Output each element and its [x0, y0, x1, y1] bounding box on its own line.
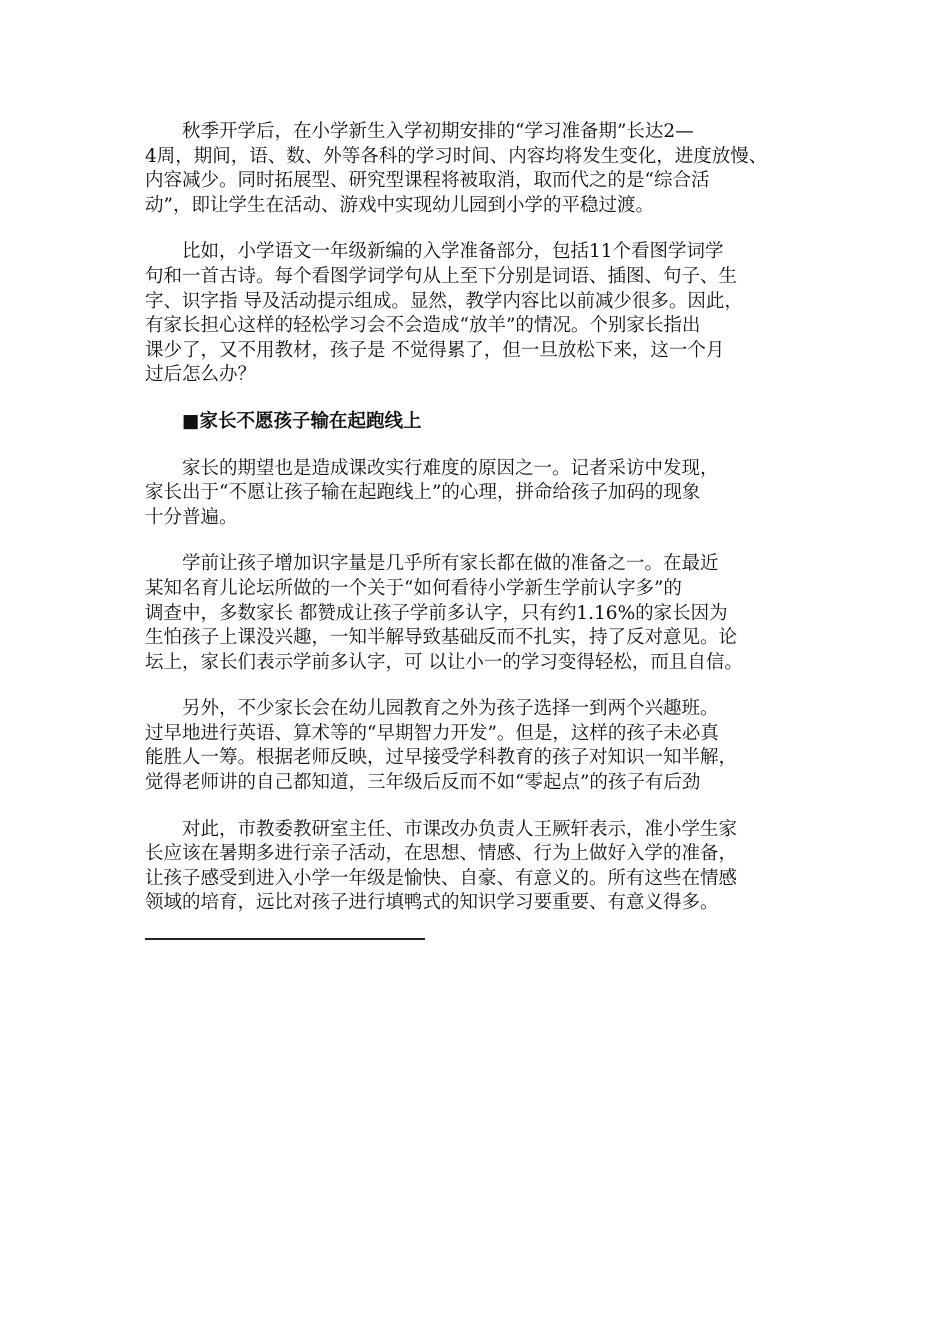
paragraph-conclusion: 对此，市教委教研室主任、市课改办负责人王厥轩表示，准小学生家 长应该在暑期多进行亲子活动，在思想、情感、行为上做好入学的准备， 让孩子感受到进入小学一年级是愉快、自豪、有意义的。所有这些在情感 领域的培育，远比对孩子进行填鸭式的知识学习要重要、有意义得多。 [145, 818, 738, 914]
paragraph-literacy: 学前让孩子增加识字量是几乎所有家长都在做的准备之一。在最近 某知名育儿论坛所做的一个关于“如何看待小学新生学前认字多”的 调查中，多数家长 都赞成让孩子学前多认字，只有约1.16%的家长因为 生怕孩子上课没兴趣，一知半解导致基础反而不扎实，持了反对意见。论 坛上，家长们表示学前多认字，可 以让小一的学习变得轻松，而且自信。 [145, 553, 743, 673]
document-page [145, 120, 825, 940]
footnote-divider [145, 938, 425, 940]
paragraph-expectation: 家长的期望也是造成课改实行难度的原因之一。记者采访中发现， 家长出于“不愿让孩子输在起跑线上”的心理，拼命给孩子加码的现象 十分普遍。 [145, 457, 719, 528]
section-heading: ■家长不愿孩子输在起跑线上 [182, 410, 422, 432]
paragraph-interest-class: 另外，不少家长会在幼儿园教育之外为孩子选择一到两个兴趣班。 过早地进行英语、算术等的“早期智力开发”。但是，这样的孩子未必真 能胜人一筹。根据老师反映，过早接受学科教育的孩子对知识一知半解， 觉得老师讲的自己都知道，三年级后反而不如“零起点”的孩子有后劲 [145, 698, 738, 794]
paragraph-example: 比如，小学语文一年级新编的入学准备部分，包括11个看图学词学 句和一首古诗。每个看图学词学句从上至下分别是词语、插图、句子、生 字、识字指 导及活动提示组成。显然，教学内容比以前减少很多。因此， 有家长担心这样的轻松学习会不会造成“放羊”的情况。个别家长指出 课少了，又不用教材，孩子是 不觉得累了，但一旦放松下来，这一个月 过后怎么办？ [145, 241, 743, 386]
paragraph-intro: 秋季开学后，在小学新生入学初期安排的“学习准备期”长达2— 4周，期间，语、数、外等各科的学习时间、内容均将发生变化，进度放慢、 内容减少。同时拓展型、研究型课程将被取消，取而代之的是“综合活 动”，即让学生在活动、游戏中实现幼儿园到小学的平稳过渡。 [145, 121, 768, 216]
